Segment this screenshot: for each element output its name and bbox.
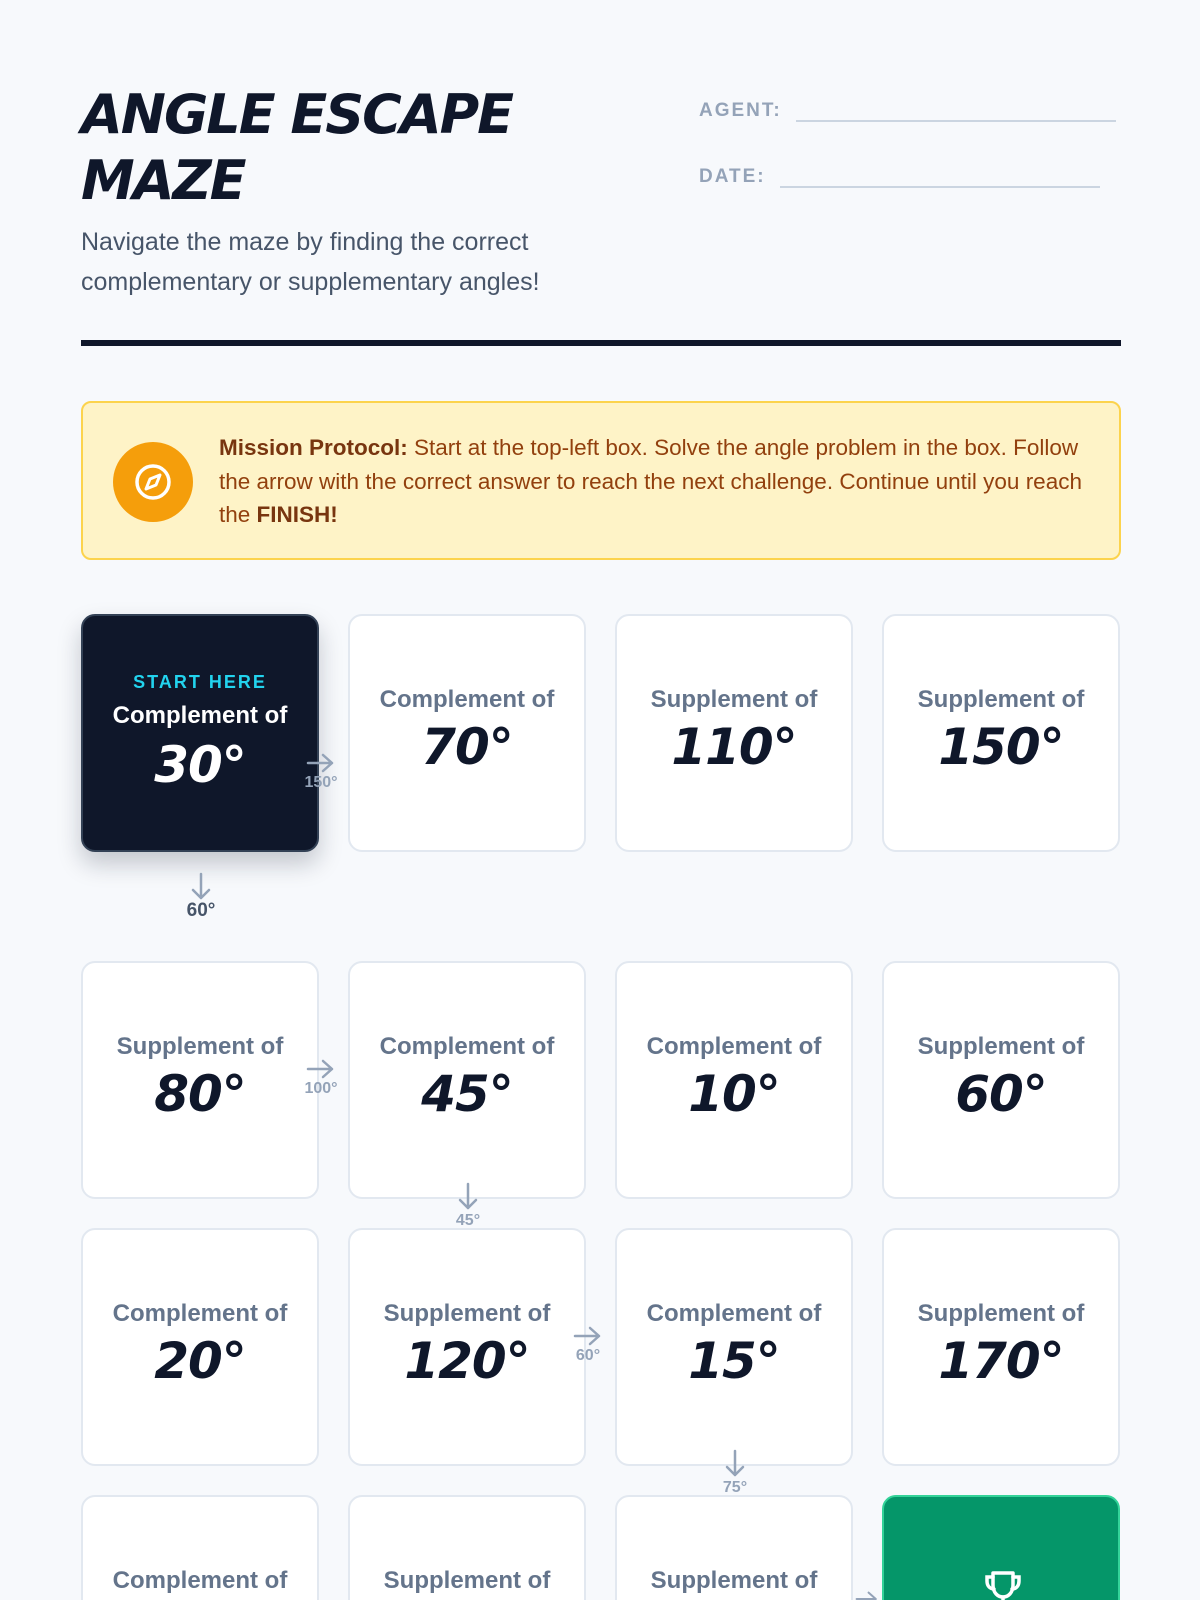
maze-card[interactable] [615, 1495, 853, 1600]
arrow-down [173, 872, 229, 920]
card-angle: 80° [154, 1065, 246, 1123]
maze-card[interactable] [81, 961, 319, 1199]
card-kind: Supplement of [650, 686, 818, 713]
maze-card[interactable] [615, 614, 853, 852]
maze-card[interactable] [348, 1495, 586, 1600]
card-angle: 10° [688, 1065, 780, 1123]
date-line[interactable] [780, 160, 1100, 188]
title-line-2: MAZE [81, 149, 245, 212]
compass-icon [113, 442, 193, 522]
date-label: DATE: [699, 166, 766, 187]
arrow-down [440, 1182, 496, 1226]
maze-card[interactable] [615, 961, 853, 1199]
header-divider [81, 340, 1121, 346]
arrow-label: 150° [304, 774, 338, 791]
trophy-icon [979, 1567, 1027, 1600]
card-kind: Complement of [112, 1567, 288, 1594]
card-kind: Supplement of [650, 1567, 818, 1594]
card-kind: Supplement of [383, 1567, 551, 1594]
card-angle: 60° [955, 1065, 1047, 1123]
notice-finish: FINISH! [256, 502, 338, 527]
maze-card[interactable] [348, 961, 586, 1199]
arrow-down [707, 1449, 763, 1493]
card-angle: 110° [671, 718, 797, 776]
maze-card[interactable] [882, 614, 1120, 852]
date-field [699, 160, 1100, 188]
worksheet-page [81, 0, 1121, 1600]
card-kind: Complement of [112, 702, 288, 729]
maze-card[interactable] [348, 1228, 586, 1466]
card-kind: Complement of [379, 1033, 555, 1060]
maze-card[interactable] [882, 1228, 1120, 1466]
card-kind: Complement of [646, 1033, 822, 1060]
arrow-right [570, 1325, 606, 1365]
maze-card[interactable] [81, 1495, 319, 1600]
notice-text [219, 431, 1099, 532]
card-angle: 30° [154, 736, 246, 794]
card-kind: Complement of [379, 686, 555, 713]
maze-card[interactable] [615, 1228, 853, 1466]
card-kind: Supplement of [116, 1033, 284, 1060]
card-angle: 170° [938, 1332, 1064, 1390]
notice-lead: Mission Protocol: [219, 435, 408, 460]
arrow-label: 100° [304, 1080, 338, 1097]
card-kind: Supplement of [917, 1300, 1085, 1327]
card-angle: 70° [421, 718, 513, 776]
arrow-label: 60° [186, 900, 216, 921]
card-angle: 120° [404, 1332, 530, 1390]
card-angle: 20° [154, 1332, 246, 1390]
agent-line[interactable] [796, 94, 1116, 122]
finish-card[interactable] [882, 1495, 1120, 1600]
arrow-right [853, 1588, 881, 1600]
arrow-right [303, 752, 339, 792]
notice-body: Start at the top-left box. Solve the angle problem in the box. Follow the arrow with the correct answer to reach the next challenge. Continue until you reach the [219, 435, 1082, 527]
arrow-label: 45° [455, 1212, 481, 1226]
arrow-label: 60° [575, 1347, 601, 1364]
start-card[interactable] [81, 614, 319, 852]
page-title [81, 82, 641, 214]
agent-label: AGENT: [699, 100, 782, 121]
title-line-1: ANGLE ESCAPE [81, 83, 513, 146]
start-tag: START HERE [133, 672, 267, 692]
page-subtitle: Navigate the maze by finding the correct complementary or supplementary angles! [81, 228, 540, 296]
card-kind: Complement of [646, 1300, 822, 1327]
arrow-right [303, 1058, 339, 1098]
card-angle: 150° [938, 718, 1064, 776]
card-kind: Complement of [112, 1300, 288, 1327]
maze-card[interactable] [81, 1228, 319, 1466]
card-angle: 15° [688, 1332, 780, 1390]
agent-field [699, 94, 1116, 122]
card-kind: Supplement of [383, 1300, 551, 1327]
mission-notice [81, 401, 1121, 560]
card-angle: 45° [421, 1065, 513, 1123]
arrow-label: 75° [722, 1479, 748, 1493]
maze-card[interactable] [882, 961, 1120, 1199]
card-kind: Supplement of [917, 686, 1085, 713]
maze-card[interactable] [348, 614, 586, 852]
card-kind: Supplement of [917, 1033, 1085, 1060]
